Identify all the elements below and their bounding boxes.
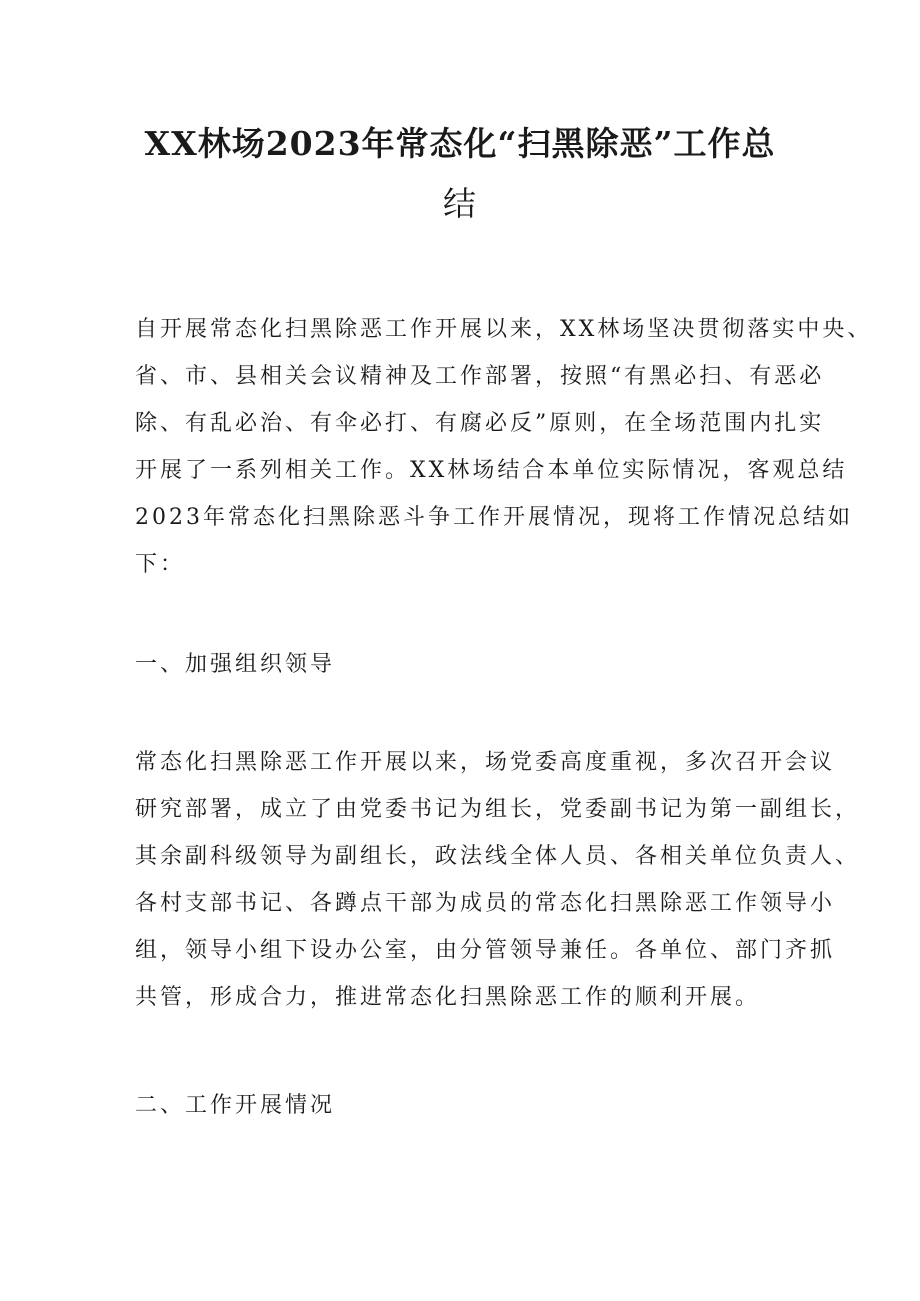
- section-1-paragraph: [135, 739, 861, 1021]
- document-title-line-1: XX林场2023年常态化“扫黑除恶”工作总: [144, 124, 776, 163]
- paragraph-line: 各村支部书记、各蹲点干部为成员的常态化扫黑除恶工作领导小: [135, 891, 836, 916]
- paragraph-line: 共管，形成合力，推进常态化扫黑除恶工作的顺利开展。: [135, 985, 761, 1010]
- paragraph-line: 2023年常态化扫黑除恶斗争工作开展情况，现将工作情况总结如: [135, 505, 853, 530]
- paragraph-line: 常态化扫黑除恶工作开展以来，场党委高度重视，多次召开会议: [135, 750, 836, 775]
- paragraph-line: 省、市、县相关会议精神及工作部署，按照“有黑必扫、有恶必: [135, 364, 825, 389]
- paragraph-line: 开展了一系列相关工作。XX林场结合本单位实际情况，客观总结: [135, 458, 848, 483]
- section-heading-2: 二、工作开展情况: [135, 1093, 336, 1118]
- paragraph-line: 自开展常态化扫黑除恶工作开展以来，XX林场坚决贯彻落实中央、: [135, 317, 873, 342]
- paragraph-line: 下：: [135, 552, 186, 577]
- intro-paragraph: [135, 306, 873, 588]
- document-title-line-2: 结: [443, 184, 477, 223]
- paragraph-line: 其余副科级领导为副组长，政法线全体人员、各相关单位负责人、: [135, 844, 861, 869]
- paragraph-line: 除、有乱必治、有伞必打、有腐必反”原则，在全场范围内扎实: [135, 411, 825, 436]
- paragraph-line: 研究部署，成立了由党委书记为组长，党委副书记为第一副组长，: [135, 797, 861, 822]
- section-heading-1: 一、加强组织领导: [135, 652, 336, 677]
- paragraph-line: 组，领导小组下设办公室，由分管领导兼任。各单位、部门齐抓: [135, 938, 836, 963]
